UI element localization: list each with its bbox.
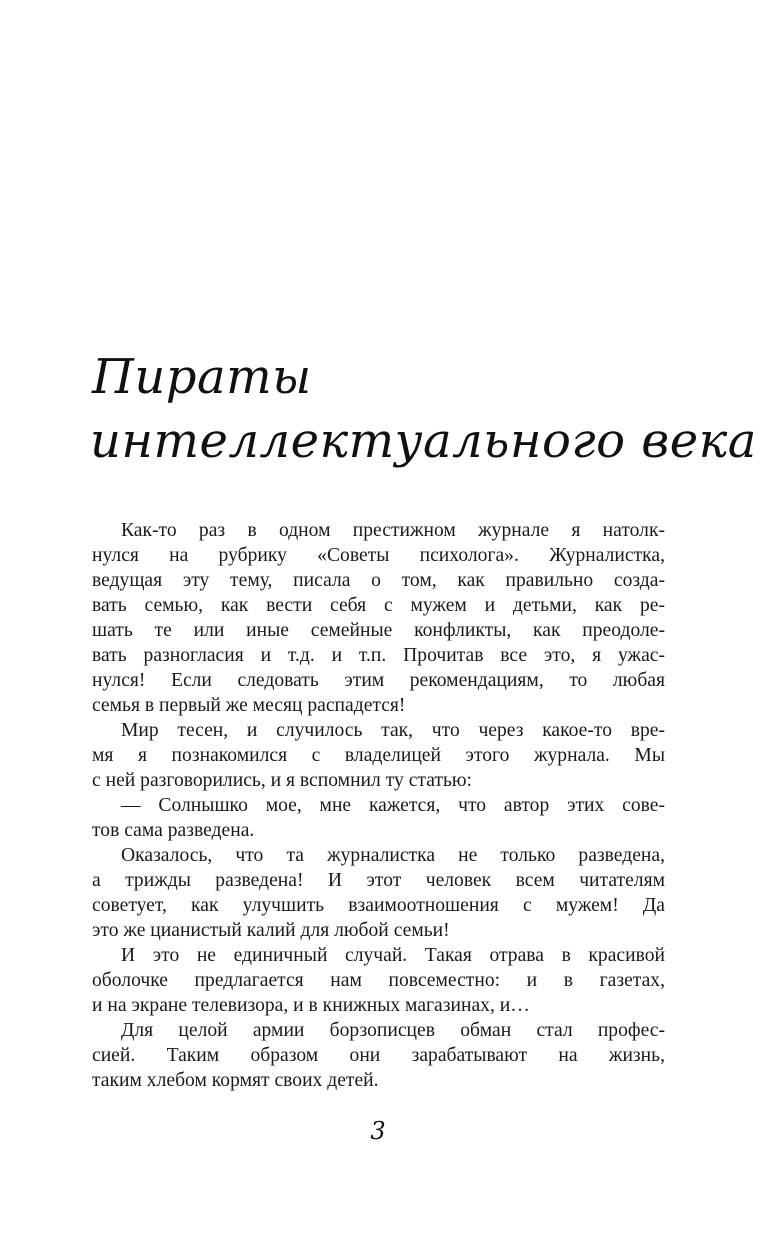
text-line: тов сама разведена. (92, 820, 255, 841)
page-number: 3 (370, 1117, 386, 1145)
text-line: оболочке предлагается нам повсеместно: и в газетах, (92, 970, 665, 991)
text-line: Как-то раз в одном престижном журнале я натолк- (121, 520, 665, 541)
text-line: советует, как улучшить взаимоотношения с мужем! Да (92, 895, 665, 916)
chapter-title (90, 345, 757, 473)
text-line: Оказалось, что та журналистка не только разведена, (121, 845, 665, 866)
text-line: а трижды разведена! И этот человек всем читателям (92, 870, 665, 891)
chapter-title-line-1: Пираты (92, 349, 312, 405)
text-line: вать разногласия и т.д. и т.п. Прочитав все это, я ужас- (92, 645, 665, 666)
text-line: это же цианистый калий для любой семьи! (92, 920, 450, 941)
text-line: нулся! Если следовать этим рекомендациям, то любая (92, 670, 665, 691)
text-line: сией. Таким образом они зарабатывают на жизнь, (92, 1045, 665, 1066)
text-line: шать те или иные семейные конфликты, как преодоле- (92, 620, 665, 641)
body-text (92, 518, 665, 1093)
chapter-title-line-2: интеллектуального века (90, 413, 757, 469)
text-line: с ней разговорились, и я вспомнил ту статью: (92, 770, 472, 791)
text-line: и на экране телевизора, и в книжных магазинах, и… (92, 995, 530, 1016)
text-line: вать семью, как вести себя с мужем и детьми, как ре- (92, 595, 665, 616)
text-line: Для целой армии борзописцев обман стал профес- (121, 1020, 665, 1041)
text-line: семья в первый же месяц распадется! (92, 695, 406, 716)
text-line: нулся на рубрику «Советы психолога». Журналистка, (92, 545, 665, 566)
text-line: ведущая эту тему, писала о том, как правильно созда- (92, 570, 665, 591)
text-line: И это не единичный случай. Такая отрава в красивой (121, 945, 665, 966)
text-line: Мир тесен, и случилось так, что через какое-то вре- (121, 720, 665, 741)
text-line: — Солнышко мое, мне кажется, что автор этих сове- (121, 795, 665, 816)
text-line: мя я познакомился с владелицей этого журнала. Мы (92, 745, 665, 766)
text-line: таким хлебом кормят своих детей. (92, 1070, 379, 1091)
